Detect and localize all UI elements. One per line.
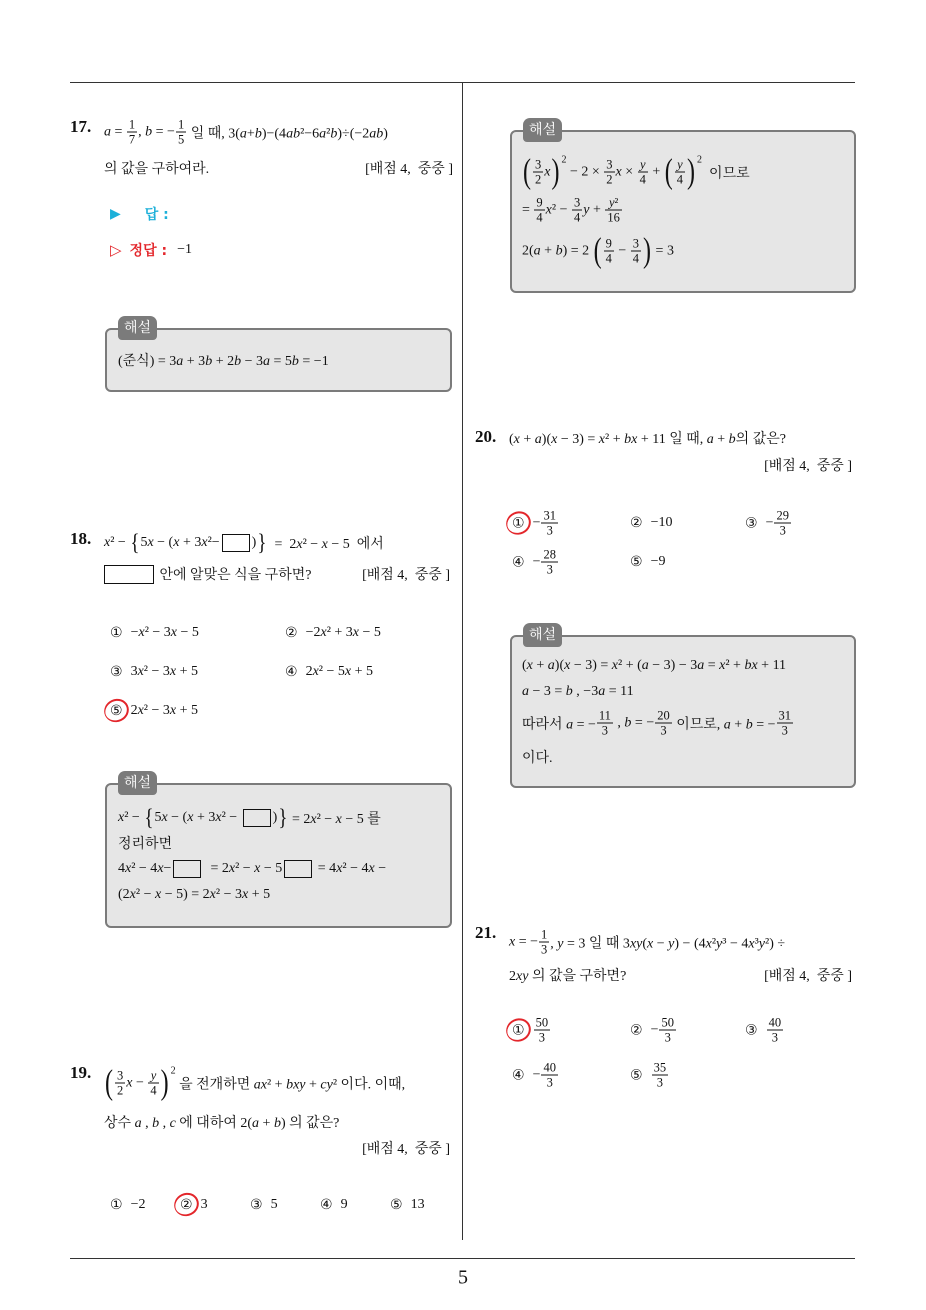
superscript: 2 [561, 154, 567, 166]
fraction-numerator: 50 [535, 1015, 549, 1030]
option-5 [630, 1061, 669, 1090]
fraction-denominator: 2 [606, 172, 613, 187]
explanation-line [118, 860, 386, 878]
text-run: 2x² − 5x + 5 [305, 664, 373, 679]
option-1 [512, 509, 559, 538]
fraction-denominator: 3 [656, 1075, 663, 1090]
text-run: −2 [130, 1197, 146, 1212]
explanation-line [522, 684, 634, 700]
text-run: x² − [545, 202, 571, 217]
question-text-line [509, 928, 785, 957]
large-bracket: } [278, 805, 288, 831]
fraction-numerator: 3 [573, 195, 581, 210]
fraction-numerator: 3 [535, 157, 542, 172]
large-bracket: ( [593, 232, 602, 270]
option-value [341, 1197, 348, 1213]
fraction-numerator: 1 [128, 117, 136, 132]
option-number: ⑤ [390, 1197, 403, 1213]
option-number: ④ [285, 664, 298, 680]
text-run: = 4x² − 4x − [314, 861, 387, 876]
option-1 [110, 625, 199, 641]
text-run: 이다. [522, 751, 553, 766]
option-value [533, 1016, 552, 1045]
option-3 [110, 664, 198, 680]
text-run: 을 전개하면 ax² + bxy + cy² 이다. 이때, [175, 1077, 406, 1092]
fraction [659, 1016, 676, 1045]
fraction-denominator: 3 [660, 723, 667, 738]
option-number: ② [630, 515, 643, 531]
text-run: x [544, 164, 551, 179]
option-value [131, 664, 198, 680]
option-value [651, 554, 666, 570]
score-label: [배점 4, 중중 ] [764, 969, 852, 984]
option-value [766, 1016, 785, 1045]
text-run: −10 [650, 515, 673, 530]
superscript: 2 [697, 154, 703, 166]
fraction [148, 1069, 158, 1098]
fraction [127, 118, 137, 147]
text-run: − [765, 515, 774, 530]
fraction-denominator: 3 [538, 1030, 545, 1045]
text-run: 안에 알맞은 식을 구하면? [156, 568, 312, 583]
fraction [541, 1061, 558, 1090]
option-number: ⑤ [630, 554, 643, 570]
question-number: 19. [70, 1063, 92, 1082]
large-bracket: ) [687, 153, 696, 191]
text-run: , y = 3 일 때 3xy(x − y) − (4x²y³ − 4x³y²) ÷ [550, 936, 786, 951]
text-run: − 2 × [566, 164, 604, 179]
option-value [651, 1016, 677, 1045]
text-run: y + [583, 202, 605, 217]
option-number: ① [512, 515, 525, 531]
option-value [271, 1197, 278, 1213]
fraction-numerator: 1 [541, 927, 548, 942]
text-run: −x² − 3x − 5 [130, 625, 199, 640]
text-run: ) [251, 535, 257, 550]
fraction [534, 1016, 551, 1045]
text-run: = [522, 202, 534, 217]
fraction-denominator: 3 [781, 723, 788, 738]
explanation-line [522, 658, 786, 674]
text-run: (2x² − x − 5) = 2x² − 3x + 5 [118, 887, 271, 902]
fraction [597, 709, 613, 738]
explanation-line [522, 709, 794, 738]
fraction-numerator: 29 [776, 508, 789, 523]
fraction-numerator: 3 [606, 157, 613, 172]
large-bracket: ( [105, 1064, 113, 1102]
fraction-denominator: 4 [676, 172, 684, 187]
fraction [541, 509, 558, 538]
text-run: − [650, 1022, 659, 1037]
fraction-denominator: 3 [664, 1030, 671, 1045]
text-run: = 2x² − x − 5 에서 [267, 537, 384, 552]
text-run: 따라서 a = − [522, 717, 596, 732]
explanation-line [522, 196, 623, 225]
question-text-line [509, 965, 626, 985]
fraction-numerator: y [148, 1069, 158, 1084]
explanation-box [105, 783, 452, 928]
option-1 [110, 1197, 145, 1213]
option-value [306, 625, 381, 641]
question-text-line [104, 158, 209, 178]
large-bracket: ( [664, 153, 673, 191]
fraction [604, 158, 614, 187]
option-5 [630, 554, 665, 570]
fraction [539, 928, 549, 957]
text-run: a − 3 = b , −3a = 11 [522, 684, 634, 699]
text-run: , b = − [613, 715, 655, 730]
text-run: 5 [270, 1197, 278, 1212]
option-5 [110, 703, 198, 719]
text-run: x² − [118, 810, 144, 825]
option-number: ③ [745, 515, 758, 531]
explanation-line [118, 833, 172, 853]
fraction-numerator: 11 [598, 708, 611, 723]
large-bracket: ( [523, 153, 531, 191]
fraction-numerator: 31 [543, 508, 556, 523]
fraction-denominator: 16 [607, 210, 620, 225]
fraction-denominator: 3 [546, 523, 553, 538]
text-run: (준식) = 3a + 3b + 2b − 3a = 5b = −1 [118, 354, 329, 369]
option-3 [745, 1016, 784, 1045]
explanation-tab: 해설 [523, 623, 562, 647]
correct-answer-value: −1 [177, 242, 192, 257]
bottom-rule [70, 1258, 855, 1259]
option-number: ⑤ [110, 703, 123, 719]
fraction [638, 158, 648, 187]
explanation-tab: 해설 [118, 771, 157, 795]
explanation-line [522, 232, 674, 270]
text-run: 의 값을 구하여라. [104, 162, 210, 177]
option-4 [512, 548, 559, 577]
blank-box [104, 565, 154, 584]
explanation-tab: 해설 [523, 118, 562, 142]
fraction-denominator: 7 [128, 132, 136, 147]
text-run: −2x² + 3x − 5 [305, 625, 381, 640]
text-run: 5x − (x + 3x² − [154, 810, 241, 825]
option-value [766, 509, 792, 538]
fraction-denominator: 4 [632, 251, 640, 266]
fraction [767, 1016, 784, 1045]
large-bracket: ) [160, 1064, 169, 1102]
option-number: ④ [512, 1067, 525, 1083]
explanation-line [118, 805, 381, 831]
text-run: x − [126, 1075, 148, 1090]
fraction [604, 237, 614, 266]
text-run: a = [104, 124, 126, 139]
option-value [533, 1061, 559, 1090]
score-label: [배점 4, 중중 ] [362, 568, 450, 583]
option-number: ⑤ [630, 1067, 643, 1083]
fraction [115, 1069, 125, 1098]
option-value [651, 515, 673, 531]
option-number: ③ [745, 1022, 758, 1038]
text-run: − [532, 1067, 541, 1082]
option-number: ② [630, 1022, 643, 1038]
text-run: 2xy 의 값을 구하면? [509, 969, 627, 984]
large-bracket: { [130, 530, 140, 556]
fraction-denominator: 3 [601, 723, 609, 738]
text-run: + [648, 164, 664, 179]
fraction [655, 709, 672, 738]
fraction-numerator: 40 [543, 1060, 556, 1075]
answer-prompt-label: 답 : [144, 207, 169, 223]
option-value [131, 625, 199, 641]
option-1 [512, 1016, 551, 1045]
page-number: 5 [458, 1266, 468, 1289]
column-divider [462, 82, 463, 1240]
blank-box [222, 534, 250, 552]
fraction-numerator: 50 [661, 1015, 674, 1030]
fraction [774, 509, 791, 538]
fraction-numerator: y² [605, 196, 622, 211]
answer-mark-circle [503, 1014, 535, 1045]
fraction-numerator: y [675, 158, 685, 173]
question-text-line [509, 428, 786, 448]
text-run: (x + a)(x − 3) = x² + (a − 3) − 3a = x² + bx + 11 [522, 658, 787, 673]
score-label: [배점 4, 중중 ] [764, 459, 852, 474]
text-run: x = − [509, 934, 539, 949]
blank-box [173, 860, 201, 878]
option-value [306, 664, 373, 680]
question-text-line [104, 530, 384, 556]
fraction-denominator: 2 [535, 172, 542, 187]
text-run: 2x² − 3x + 5 [130, 703, 198, 718]
text-run: −9 [650, 554, 666, 569]
fraction-denominator: 2 [117, 1083, 124, 1098]
option-number: ③ [110, 664, 123, 680]
question-text-line [104, 1064, 406, 1102]
option-4 [320, 1197, 348, 1213]
fraction-numerator: 40 [768, 1015, 782, 1030]
fraction-numerator: y [638, 158, 648, 173]
fraction-numerator: 9 [605, 236, 612, 251]
fraction [777, 709, 794, 738]
fraction [533, 158, 543, 187]
fraction-numerator: 28 [543, 547, 556, 562]
fraction-numerator: 35 [653, 1060, 667, 1075]
large-bracket: { [144, 805, 154, 831]
fraction-denominator: 4 [150, 1083, 157, 1098]
text-run: = 2x² − x − 5 [203, 861, 283, 876]
text-run: − [614, 243, 630, 258]
option-number: ④ [512, 554, 525, 570]
option-3 [745, 509, 792, 538]
text-run: 5x − (x + 3x²− [140, 535, 220, 550]
fraction-numerator: 1 [177, 117, 185, 132]
fraction-denominator: 4 [605, 251, 612, 266]
fraction [675, 158, 685, 187]
explanation-line [522, 747, 553, 767]
score-label: [배점 4, 중중 ] [362, 1142, 450, 1157]
text-run: x × [615, 164, 637, 179]
text-run: 3 [200, 1197, 208, 1212]
fraction-denominator: 3 [541, 942, 548, 957]
option-4 [512, 1061, 559, 1090]
fraction [541, 548, 558, 577]
fraction [572, 196, 582, 225]
question-text-line [104, 564, 311, 584]
text-run: 상수 a , b , c 에 대하여 2(a + b) 의 값은? [104, 1116, 340, 1131]
option-3 [250, 1197, 278, 1213]
fraction-denominator: 4 [573, 210, 581, 225]
fraction-numerator: 31 [778, 708, 791, 723]
option-number: ③ [250, 1197, 263, 1213]
answer-mark-circle [503, 507, 535, 538]
question-number: 17. [70, 117, 92, 136]
large-bracket: ) [551, 153, 560, 191]
text-run: − [532, 515, 541, 530]
text-run: 13 [410, 1197, 425, 1212]
text-run: x² − [104, 535, 130, 550]
fraction-numerator: 3 [117, 1068, 124, 1083]
explanation-line [522, 153, 750, 191]
option-value [651, 1061, 670, 1090]
fraction-numerator: 20 [657, 708, 670, 723]
fraction-numerator: 3 [632, 236, 640, 251]
option-value [533, 548, 559, 577]
explanation-line [118, 887, 270, 903]
fraction [176, 118, 186, 147]
fraction [631, 237, 641, 266]
answer-mark-circle [101, 695, 133, 726]
option-2 [630, 1016, 677, 1045]
fraction-denominator: 3 [771, 1030, 778, 1045]
fraction-numerator: 9 [536, 195, 543, 210]
superscript: 2 [170, 1065, 176, 1077]
fraction [652, 1061, 669, 1090]
option-value [131, 1197, 146, 1213]
text-run: = 3 [652, 243, 674, 258]
explanation-line [118, 350, 329, 370]
correct-answer-label: 정답 : [129, 243, 168, 259]
text-run: 2(a + b) = 2 [522, 243, 593, 258]
option-value [131, 703, 198, 719]
option-number: ② [180, 1197, 193, 1213]
option-value [533, 509, 559, 538]
correct-answer [110, 240, 192, 260]
text-run: 이므로 [702, 166, 750, 181]
option-2 [285, 625, 381, 641]
option-4 [285, 664, 373, 680]
blank-box [284, 860, 312, 878]
blank-box [243, 809, 271, 827]
score-label: [배점 4, 중중 ] [365, 162, 453, 177]
option-value [411, 1197, 425, 1213]
option-number: ① [512, 1022, 525, 1038]
option-2 [630, 515, 672, 531]
question-text-line [104, 1112, 339, 1132]
fraction-denominator: 3 [546, 562, 553, 577]
answer-prompt [110, 204, 169, 224]
text-run: = 2x² − x − 5 를 [288, 812, 381, 827]
question-number: 18. [70, 529, 92, 548]
outline-arrow-icon: ▷ [110, 241, 122, 259]
large-bracket: } [257, 530, 267, 556]
question-number: 21. [475, 923, 497, 942]
fraction-denominator: 3 [779, 523, 786, 538]
text-run: 정리하면 [118, 837, 173, 852]
question-number: 20. [475, 427, 497, 446]
fraction-denominator: 5 [177, 132, 185, 147]
option-number: ④ [320, 1197, 333, 1213]
large-bracket: ) [643, 232, 652, 270]
fraction-denominator: 4 [639, 172, 646, 187]
fraction-denominator: 3 [546, 1075, 553, 1090]
answer-mark-circle [171, 1189, 203, 1220]
fraction [534, 196, 544, 225]
option-5 [390, 1197, 425, 1213]
option-2 [180, 1197, 208, 1213]
option-number: ① [110, 625, 123, 641]
option-value [201, 1197, 208, 1213]
text-run: 4x² − 4x− [118, 861, 172, 876]
question-text-line [104, 118, 388, 147]
text-run: 9 [340, 1197, 348, 1212]
play-arrow-icon: ▶ [110, 206, 121, 222]
option-number: ① [110, 1197, 123, 1213]
explanation-tab: 해설 [118, 316, 157, 340]
option-number: ② [285, 625, 298, 641]
text-run: (x + a)(x − 3) = x² + bx + 11 일 때, a + b의 값은? [509, 432, 786, 447]
text-run: , b = − [138, 124, 175, 139]
text-run: − [532, 554, 541, 569]
text-run: ) [272, 810, 278, 825]
fraction-denominator: 4 [536, 210, 543, 225]
text-run: 3x² − 3x + 5 [130, 664, 198, 679]
fraction [605, 196, 622, 225]
text-run: 일 때, 3(a+b)−(4ab²−6a²b)÷(−2ab) [187, 126, 388, 141]
text-run: 이므로, a + b = − [672, 717, 776, 732]
